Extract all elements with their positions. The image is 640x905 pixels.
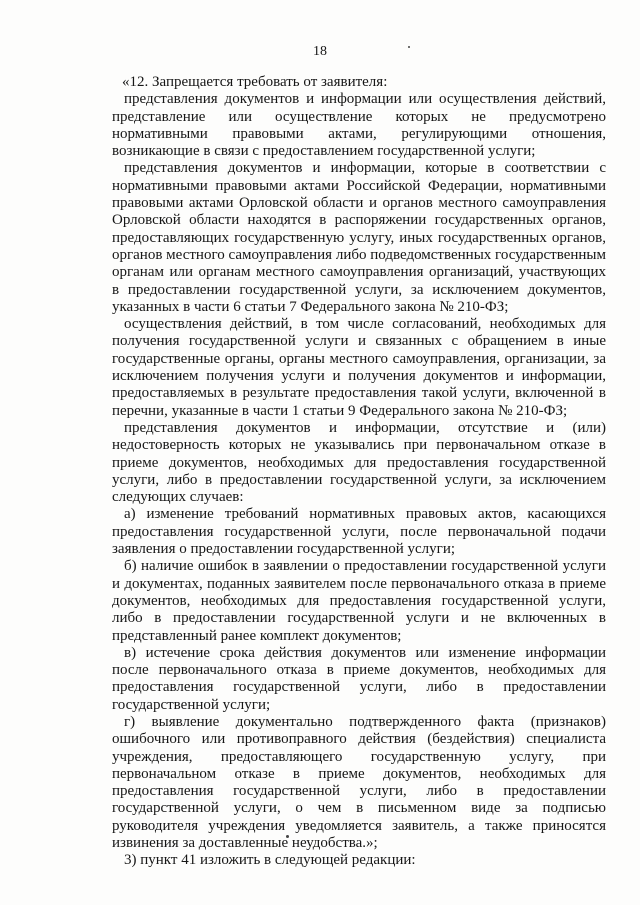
paragraph: представления документов и информации или осуществления действий, представление или осуществление которых не предусмотрено нормативными правовыми актами, регулирующими отношения, возникающие в связи с предоставлением государственной услуги; xyxy=(112,91,606,160)
paragraph-intro: «12. Запрещается требовать от заявителя: xyxy=(122,74,388,90)
page-number: 18 xyxy=(313,44,327,59)
list-item-d: г) выявление документально подтвержденного факта (признаков) ошибочного или противоправного действия (бездействия) специалиста учреждения, предоставляющего государственную услугу, при первоначальном отказе в приеме документов, необходимых для предоставления государственной услуги, либо в предоставлении государственной услуги, о чем в письменном виде за подписью руководителя учреждения уведомляется заявитель, а также приносятся извинения за доставленные неудобства.»; xyxy=(112,713,606,852)
document-body xyxy=(112,74,606,870)
list-item-c: в) истечение срока действия документов или изменение информации после первоначального отказа в приеме документов, необходимых для предоставления государственной услуги, либо в предоставлении государственной услуги; xyxy=(112,644,606,713)
paragraph: представления документов и информации, отсутствие и (или) недостоверность которых не указывались при первоначальном отказе в приеме документов, необходимых для предоставления государственной услуги, либо в предоставлении государственной услуги, за исключением следующих случаев: xyxy=(112,419,606,506)
paragraph-point-3: 3) пункт 41 изложить в следующей редакции: xyxy=(124,852,416,869)
paragraph: осуществления действий, в том числе согласований, необходимых для получения государственной услуги и связанных с обращением в иные государственные органы, органы местного самоуправления, организации, за исключением получения услуги и получения документов и информации, предоставляемых в результате предоставления такой услуги, включенной в перечни, указанные в части 1 статьи 9 Федерального закона № 210-ФЗ; xyxy=(112,316,606,419)
paragraph: представления документов и информации, которые в соответствии с нормативными правовыми актами Российской Федерации, нормативными правовыми актами Орловской области и органов местного самоуправления Орловской области находятся в распоряжении государственных органов, предоставляющих государственную услугу, иных государственных органов, органов местного самоуправления либо подведомственных государственным органам или органам местного самоуправления организаций, участвующих в предоставлении государственной услуги, за исключением документов, указанных в части 6 статьи 7 Федерального закона № 210-ФЗ; xyxy=(112,160,606,315)
list-item-b: б) наличие ошибок в заявлении о предоставлении государственной услуги и документах, поданных заявителем после первоначального отказа в приеме документов, необходимых для предоставления государственной услуги, либо в предоставлении государственной услуги и не включенных в представленный ранее комплект документов; xyxy=(112,558,606,644)
scan-speck xyxy=(408,46,410,48)
list-item-a: а) изменение требований нормативных правовых актов, касающихся предоставления государственной услуги, после первоначальной подачи заявления о предоставлении государственной услуги; xyxy=(112,506,606,558)
